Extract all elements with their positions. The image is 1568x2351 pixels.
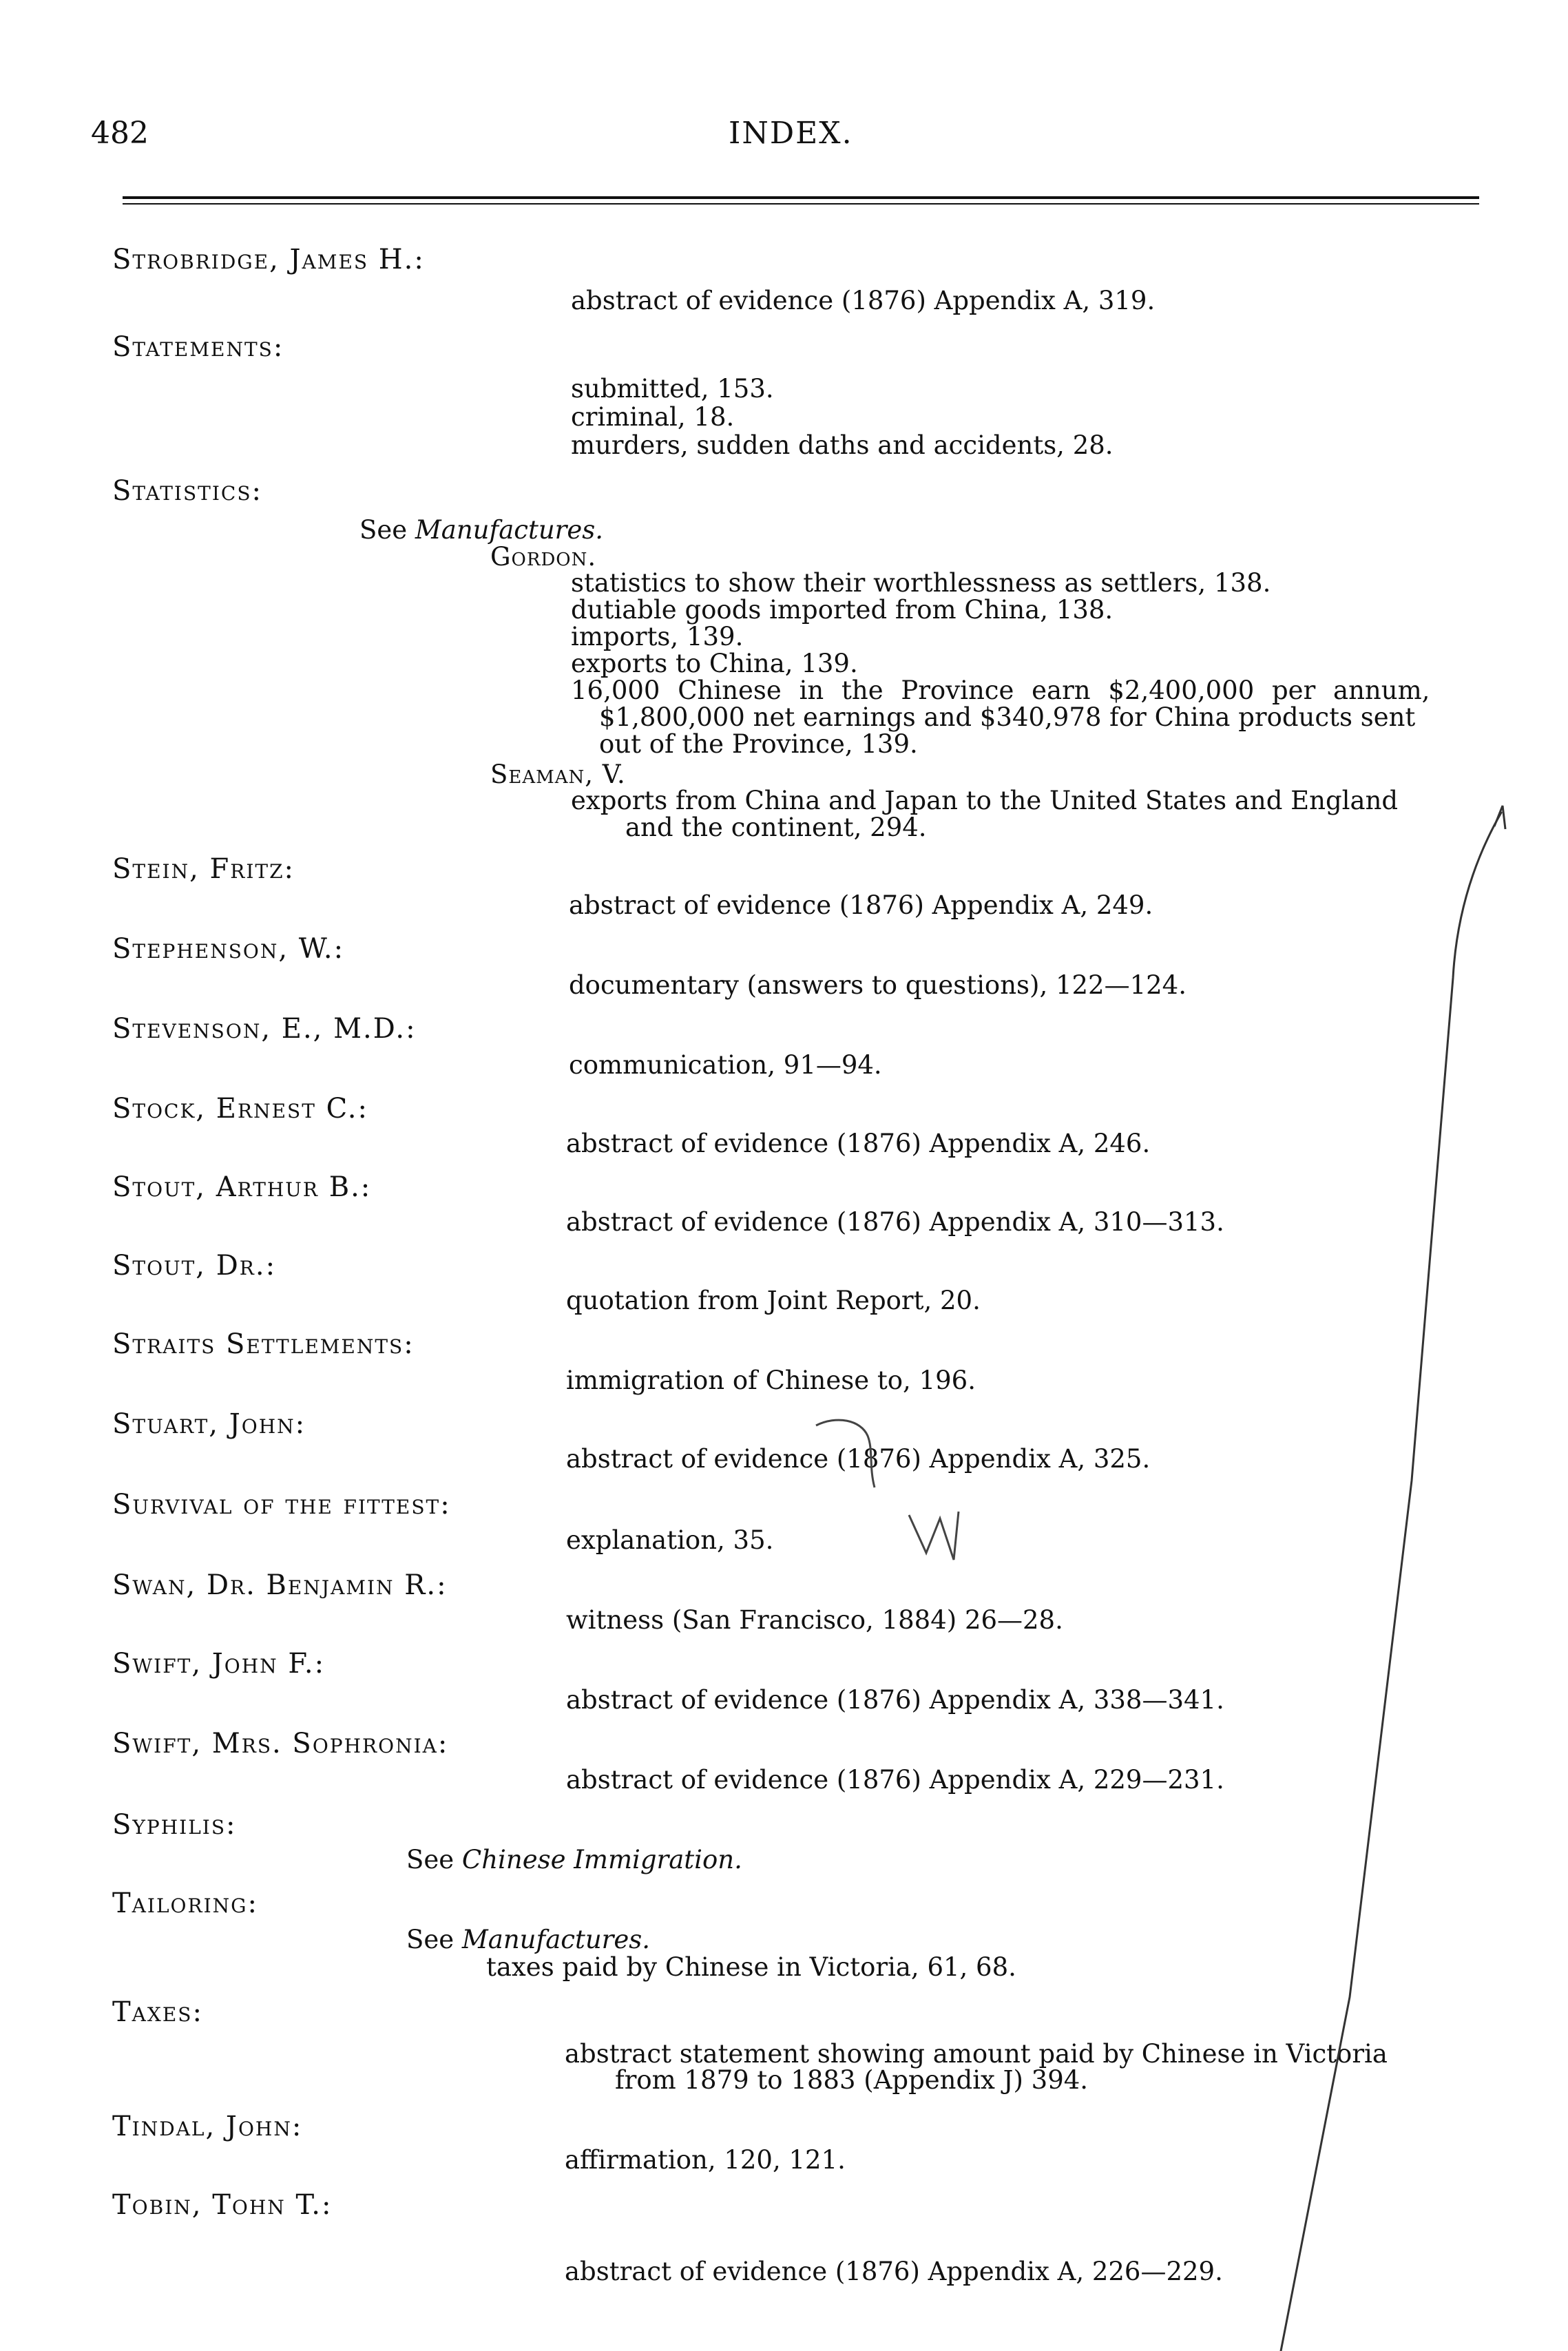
see-label: See	[406, 1925, 454, 1954]
index-entry-line: murders, sudden daths and accidents, 28.	[571, 430, 1114, 460]
index-heading: Statements:	[112, 331, 284, 363]
index-entry-line: exports from China and Japan to the United States and England	[571, 786, 1399, 815]
sub-heading: Seaman, V.	[490, 760, 626, 789]
index-heading: Stein, Fritz:	[112, 853, 295, 885]
index-entry-line: abstract of evidence (1876) Appendix A, 249.	[569, 890, 1153, 920]
index-entry-line: abstract of evidence (1876) Appendix A, 310—313.	[566, 1207, 1224, 1237]
index-entry-line: abstract of evidence (1876) Appendix A, 226—229.	[565, 2257, 1223, 2286]
index-entry-line: witness (San Francisco, 1884) 26—28.	[566, 1605, 1063, 1635]
index-heading: Tobin, Tohn T.:	[112, 2189, 333, 2221]
index-entry-line: immigration of Chinese to, 196.	[566, 1366, 976, 1395]
page-number: 482	[91, 116, 149, 151]
index-entry-line: and the continent, 294.	[625, 813, 927, 842]
index-heading: Survival of the fittest:	[112, 1489, 451, 1521]
index-entry-line: dutiable goods imported from China, 138.	[571, 595, 1114, 625]
index-entry-line: communication, 91—94.	[569, 1050, 882, 1080]
index-entry-line: criminal, 18.	[571, 402, 735, 432]
index-heading: Stuart, John:	[112, 1408, 306, 1440]
index-entry-line: abstract of evidence (1876) Appendix A, 325.	[566, 1444, 1151, 1474]
running-head: INDEX.	[729, 116, 853, 151]
index-heading: Stevenson, E., M.D.:	[112, 1013, 417, 1045]
index-heading: Swift, John F.:	[112, 1648, 326, 1680]
index-entry-line: explanation, 35.	[566, 1525, 774, 1555]
see-label: See	[406, 1845, 454, 1874]
index-heading: Stout, Arthur B.:	[112, 1171, 372, 1203]
sub-heading: Gordon.	[490, 542, 597, 572]
see-label: See	[359, 515, 408, 545]
index-entry-line: exports to China, 139.	[571, 649, 858, 678]
index-heading: Tailoring:	[112, 1888, 258, 1919]
index-heading: Taxes:	[112, 1996, 203, 2028]
index-entry-line: taxes paid by Chinese in Victoria, 61, 68.	[486, 1952, 1016, 1982]
index-entry-line: $1,800,000 net earnings and $340,978 for China products sent	[599, 702, 1416, 732]
index-entry-line: out of the Province, 139.	[599, 729, 918, 759]
index-heading: Stock, Ernest C.:	[112, 1093, 368, 1125]
index-heading: Straits Settlements:	[112, 1328, 415, 1360]
index-entry-line: submitted, 153.	[571, 374, 774, 404]
index-entry-line: abstract statement showing amount paid by Chinese in Victoria	[565, 2039, 1388, 2069]
see-target: Chinese Immigration.	[461, 1845, 742, 1874]
index-entry-line: abstract of evidence (1876) Appendix A, 319.	[571, 286, 1156, 315]
see-target: Manufactures.	[415, 515, 604, 545]
index-entry-line: affirmation, 120, 121.	[565, 2145, 846, 2175]
index-entry-line: abstract of evidence (1876) Appendix A, 246.	[566, 1129, 1151, 1158]
index-entry-line: abstract of evidence (1876) Appendix A, 229—231.	[566, 1765, 1224, 1795]
index-heading: Stout, Dr.:	[112, 1250, 277, 1282]
index-heading: Syphilis:	[112, 1809, 237, 1841]
index-heading: Swift, Mrs. Sophronia:	[112, 1728, 449, 1759]
index-entry-line: quotation from Joint Report, 20.	[566, 1286, 981, 1315]
index-entry-line: abstract of evidence (1876) Appendix A, 338—341.	[566, 1685, 1224, 1715]
index-entry-line: documentary (answers to questions), 122—124.	[569, 970, 1187, 1000]
index-heading: Strobridge, James H.:	[112, 244, 425, 275]
index-heading: Statistics:	[112, 475, 262, 507]
index-heading: Tindal, John:	[112, 2111, 303, 2142]
index-entry-line: from 1879 to 1883 (Appendix J) 394.	[615, 2065, 1089, 2095]
index-heading: Swan, Dr. Benjamin R.:	[112, 1569, 448, 1601]
index-entry-line: imports, 139.	[571, 622, 744, 651]
index-entry-line: 16,000 Chinese in the Province earn $2,400,000 per annum,	[571, 676, 1430, 705]
index-heading: Stephenson, W.:	[112, 933, 345, 965]
see-target: Manufactures.	[461, 1925, 651, 1954]
index-entry-line: statistics to show their worthlessness as settlers, 138.	[571, 568, 1271, 598]
